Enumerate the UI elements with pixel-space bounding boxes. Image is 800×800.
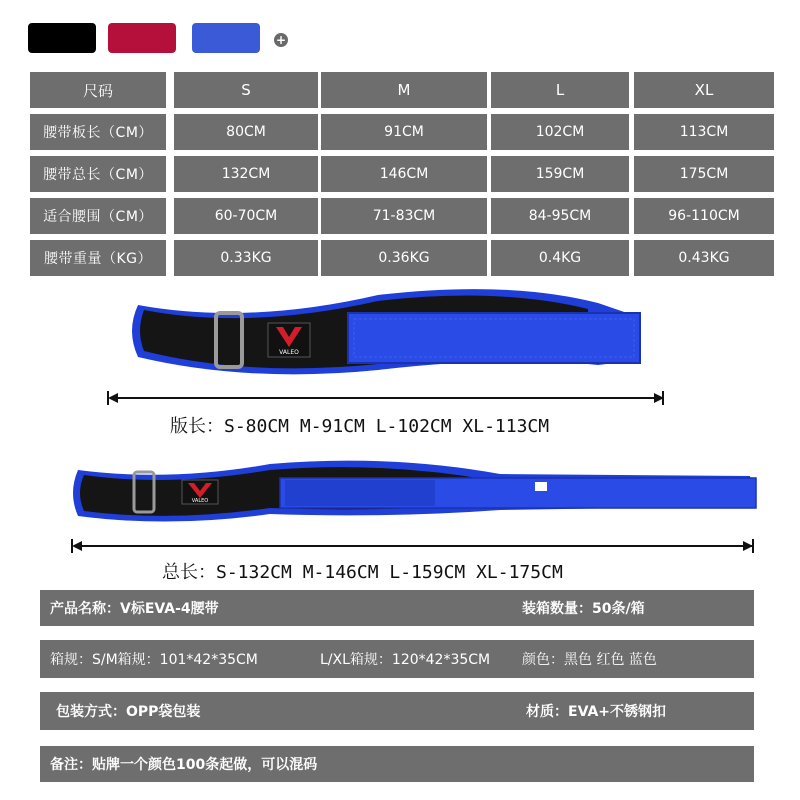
plate-length-caption: 版长：S-80CM M-91CM L-102CM XL-113CM — [170, 416, 550, 437]
info-bar-product — [40, 590, 754, 626]
dimension-tick — [71, 539, 73, 553]
table-cell: 0.4KG — [491, 240, 629, 276]
table-header-size: 尺码 — [30, 72, 166, 108]
color-swatch-blue[interactable] — [192, 23, 260, 53]
table-header-cell: XL — [634, 72, 774, 108]
info-bar-packaging — [40, 692, 754, 730]
material-text: 材质：EVA+不锈钢扣 — [526, 704, 667, 720]
box-quantity: 装箱数量：50条/箱 — [522, 601, 645, 617]
table-cell: 60-70CM — [174, 198, 318, 234]
table-cell: 91CM — [321, 114, 487, 150]
table-cell: 132CM — [174, 156, 318, 192]
table-header-cell: M — [321, 72, 487, 108]
row-waist-fit-label: 适合腰围（CM） — [30, 198, 166, 234]
table-cell: 71-83CM — [321, 198, 487, 234]
table-cell: 0.36KG — [321, 240, 487, 276]
table-cell: 96-110CM — [634, 198, 774, 234]
belt-logo-long: VALEO — [191, 498, 209, 504]
add-icon[interactable]: + — [275, 33, 287, 47]
belt-image-short — [128, 285, 650, 380]
table-cell: 0.33KG — [174, 240, 318, 276]
dimension-tick — [662, 391, 664, 405]
row-total-length-label: 腰带总长（CM） — [30, 156, 166, 192]
total-length-caption: 总长：S-132CM M-146CM L-159CM XL-175CM — [162, 562, 563, 583]
table-cell: 175CM — [634, 156, 774, 192]
table-header-cell: L — [491, 72, 629, 108]
colors-text: 颜色：黑色 红色 蓝色 — [522, 652, 657, 668]
table-cell: 102CM — [491, 114, 629, 150]
dimension-tick — [107, 391, 109, 405]
table-cell: 80CM — [174, 114, 318, 150]
table-header-cell: S — [174, 72, 318, 108]
box-size-sm: 箱规：S/M箱规：101*42*35CM — [50, 652, 258, 668]
info-bar-remark — [40, 746, 754, 782]
belt-image-long — [70, 458, 760, 528]
color-swatch-black[interactable] — [28, 23, 96, 53]
dimension-tick — [752, 539, 754, 553]
info-bar-box — [40, 640, 754, 678]
table-cell: 84-95CM — [491, 198, 629, 234]
row-plate-length-label: 腰带板长（CM） — [30, 114, 166, 150]
dimension-line-long — [74, 545, 752, 547]
dimension-line-short — [110, 397, 662, 399]
table-cell: 0.43KG — [634, 240, 774, 276]
table-cell: 113CM — [634, 114, 774, 150]
color-swatch-red[interactable] — [108, 23, 176, 53]
row-weight-label: 腰带重量（KG） — [30, 240, 166, 276]
belt-logo-short: VALEO — [279, 349, 299, 356]
product-name: 产品名称：V标EVA-4腰带 — [50, 601, 219, 617]
table-cell: 146CM — [321, 156, 487, 192]
remark-text: 备注：贴牌一个颜色100条起做，可以混码 — [50, 757, 318, 773]
box-size-lxl: L/XL箱规：120*42*35CM — [320, 652, 491, 668]
packaging-text: 包装方式：OPP袋包装 — [56, 704, 201, 720]
table-cell: 159CM — [491, 156, 629, 192]
